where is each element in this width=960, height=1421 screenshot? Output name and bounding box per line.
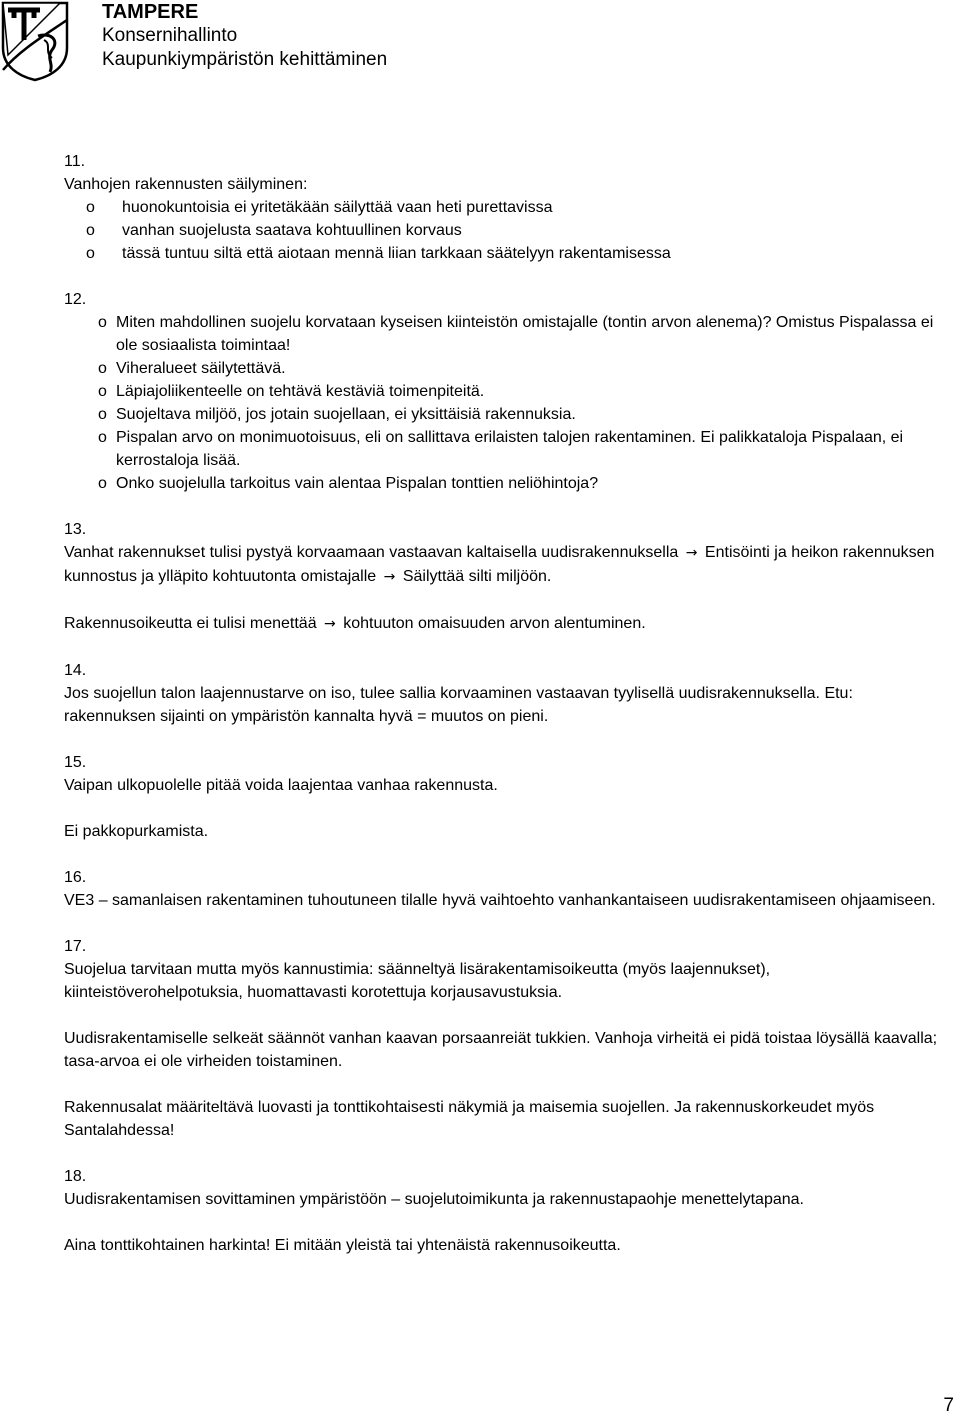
bullet-marker: o bbox=[98, 429, 107, 446]
section-16-paragraph: VE3 – samanlaisen rakentaminen tuhoutuneen tilalle hyvä vaihtoehto vanhankantaiseen uudisrakentamiseen ohjaamiseen. bbox=[64, 892, 936, 909]
section-number-12: 12. bbox=[64, 291, 87, 308]
section-number-14: 14. bbox=[64, 662, 87, 679]
section-15-paragraph-2: Ei pakkopurkamista. bbox=[64, 823, 209, 840]
section-number-11: 11. bbox=[64, 153, 86, 170]
bullet-marker: o bbox=[98, 314, 107, 331]
department-line-2: Kaupunkiympäristön kehittäminen bbox=[102, 49, 388, 70]
section-17-paragraph-2: Uudisrakentamiselle selkeät säännöt vanhan kaavan porsaanreiät tukkien. Vanhoja virheitä ei pidä toistaa löysällä kaavalla; tasa-arvoa ei ole virheiden toistaminen. bbox=[64, 1030, 938, 1070]
department-line-1: Konsernihallinto bbox=[102, 25, 238, 46]
document-body bbox=[64, 150, 948, 1257]
bullet-marker: o bbox=[86, 245, 95, 262]
arrow-right-icon: → bbox=[324, 616, 336, 632]
bullet-marker: o bbox=[98, 360, 107, 377]
list-item: o huonokuntoisia ei yritetäkään säilyttää vaan heti purettavissa bbox=[64, 196, 948, 219]
section-number-18: 18. bbox=[64, 1168, 87, 1185]
arrow-right-icon: → bbox=[383, 569, 396, 585]
bullet-marker: o bbox=[86, 222, 95, 239]
list-item: o Läpiajoliikenteelle on tehtävä kestäviä toimenpiteitä. bbox=[64, 380, 948, 403]
section-11-heading: Vanhojen rakennusten säilyminen: bbox=[64, 176, 308, 193]
list-item: o tässä tuntuu siltä että aiotaan mennä liian tarkkaan säätelyyn rakentamisessa bbox=[64, 242, 948, 265]
section-13-paragraph-1: Vanhat rakennukset tulisi pystyä korvaamaan vastaavan kaltaisella uudisrakennuksella → Entisöinti ja heikon rakennuksen kunnostus ja ylläpito kohtuutonta omistajalle → Säilyttää silti miljöön. bbox=[64, 544, 935, 585]
arrow-right-icon: → bbox=[685, 545, 698, 561]
section-number-17: 17. bbox=[64, 938, 87, 955]
section-18-paragraph-1: Uudisrakentamisen sovittaminen ympäristöön – suojelutoimikunta ja rakennustapaohje menettelytapana. bbox=[64, 1191, 804, 1208]
list-item: o Viheralueet säilytettävä. bbox=[64, 357, 948, 380]
bullet-marker: o bbox=[98, 475, 107, 492]
bullet-marker: o bbox=[98, 383, 107, 400]
section-number-16: 16. bbox=[64, 869, 87, 886]
city-name: TAMPERE bbox=[102, 1, 199, 23]
list-item: o Onko suojelulla tarkoitus vain alentaa Pispalan tonttien neliöhintoja? bbox=[64, 472, 948, 495]
section-number-13: 13. bbox=[64, 521, 87, 538]
list-item: o Pispalan arvo on monimuotoisuus, eli on sallittava erilaisten talojen rakentaminen. Ei palikkataloja Pispalaan, ei kerrostaloja lisää. bbox=[64, 426, 948, 472]
bullet-marker: o bbox=[86, 199, 95, 216]
section-number-15: 15. bbox=[64, 754, 87, 771]
section-18-paragraph-2: Aina tonttikohtainen harkinta! Ei mitään yleistä tai yhtenäistä rakennusoikeutta. bbox=[64, 1237, 621, 1254]
bullet-marker: o bbox=[98, 406, 107, 423]
list-item: o Suojeltava miljöö, jos jotain suojellaan, ei yksittäisiä rakennuksia. bbox=[64, 403, 948, 426]
section-17-paragraph-1: Suojelua tarvitaan mutta myös kannustimia: säänneltyä lisärakentamisoikeutta (myös laajennukset), kiinteistöverohelpotuksia, huomattavasti korotettuja korjausavustuksia. bbox=[64, 961, 771, 1001]
section-14-paragraph: Jos suojellun talon laajennustarve on iso, tulee sallia korvaaminen vastaavan tyylisellä uudisrakennuksella. Etu: rakennuksen sijainti on ympäristön kannalta hyvä = muutos on pieni. bbox=[64, 685, 853, 725]
tampere-coat-of-arms-logo bbox=[0, 0, 70, 82]
list-item: o Miten mahdollinen suojelu korvataan kyseisen kiinteistön omistajalle (tontin arvon alenema)? Omistus Pispalassa ei ole sosiaalista toimintaa! bbox=[64, 311, 948, 357]
organization-header bbox=[102, 0, 387, 72]
list-item: o vanhan suojelusta saatava kohtuullinen korvaus bbox=[64, 219, 948, 242]
section-17-paragraph-3: Rakennusalat määriteltävä luovasti ja tonttikohtaisesti näkymiä ja maisemia suojellen. Ja rakennuskorkeudet myös Santalahdessa! bbox=[64, 1099, 875, 1139]
section-15-paragraph-1: Vaipan ulkopuolelle pitää voida laajentaa vanhaa rakennusta. bbox=[64, 777, 498, 794]
page-number: 7 bbox=[943, 1395, 954, 1416]
section-13-paragraph-2: Rakennusoikeutta ei tulisi menettää → kohtuuton omaisuuden arvon alentuminen. bbox=[64, 615, 646, 632]
